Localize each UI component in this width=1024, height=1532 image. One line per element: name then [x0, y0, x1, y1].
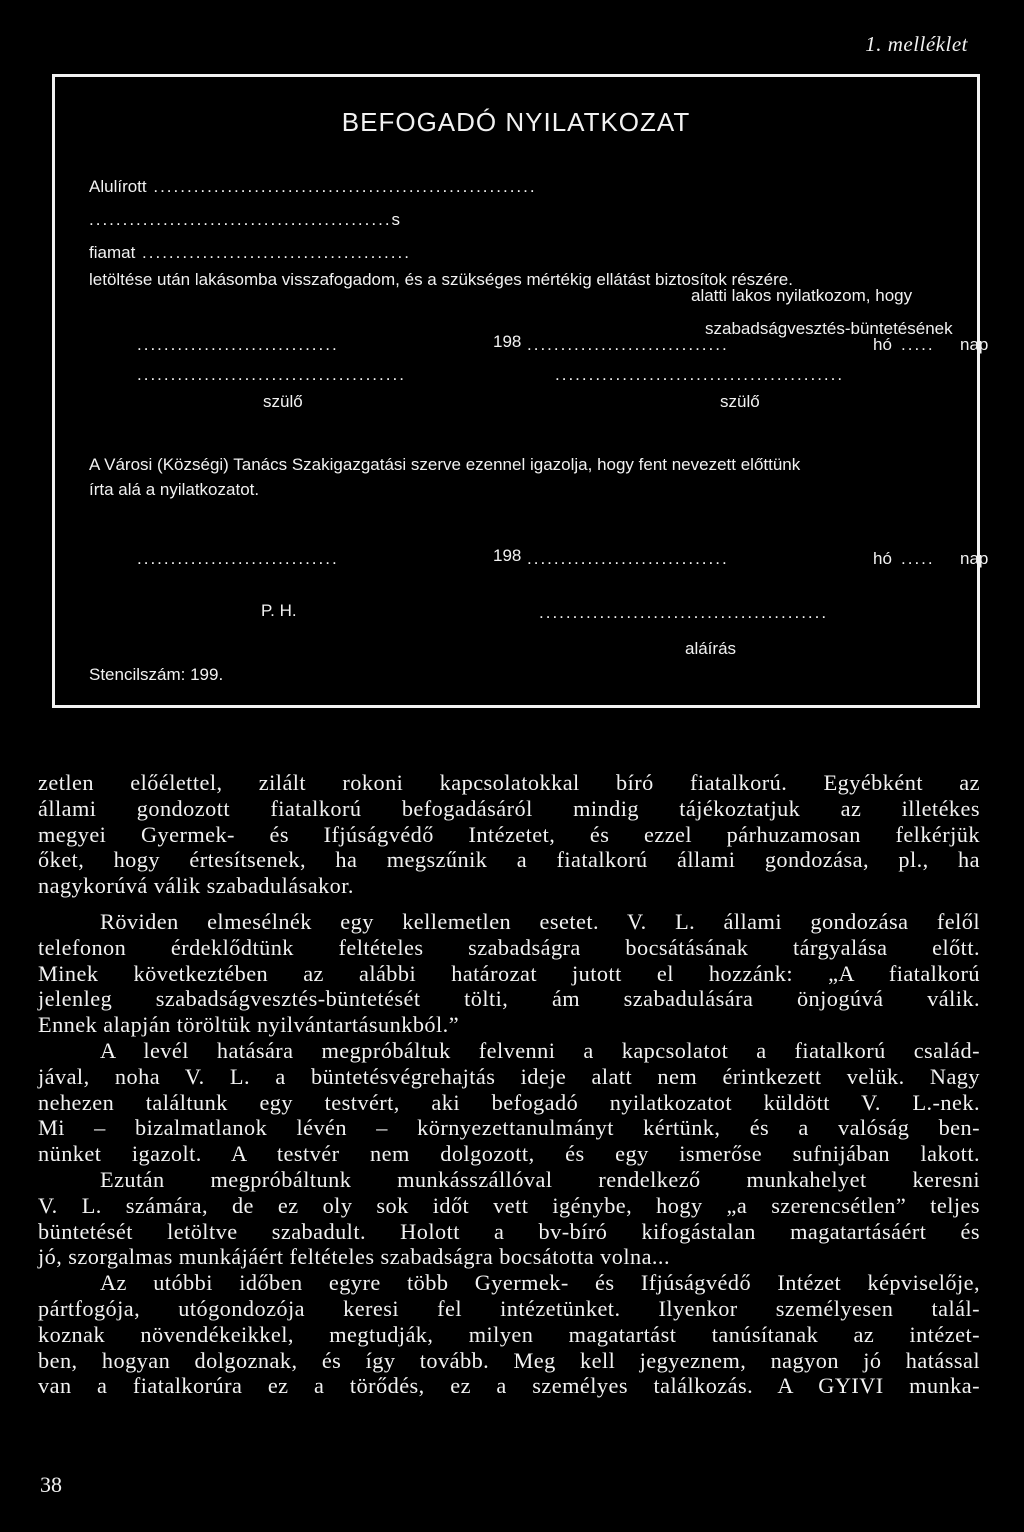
body-line: jával, noha V. L. a büntetésvégrehajtás ideje alatt nem érintkezett velük. Nagy — [38, 1063, 980, 1089]
official-signature-line: ........................................... — [539, 603, 829, 622]
parent-signature-line-left: ........................................ — [137, 365, 406, 384]
body-line: Ennek alapján töröltük nyilvántartásunkból.” — [38, 1012, 460, 1038]
certify-line-2: írta alá a nyilatkozatot. — [89, 480, 260, 499]
date-month-2: hó — [873, 549, 892, 568]
body-line: nagykorúvá válik szabadulásakor. — [38, 873, 354, 899]
address-tail: alatti lakos nyilatkozom, hogy — [691, 286, 913, 305]
body-line: zetlen előélettel, zilált rokoni kapcsolatokkal bíró fiatalkorú. Egyébként az — [38, 770, 980, 795]
body-line: Röviden elmesélnék egy kellemetlen esetet. V. L. állami gondozása felől — [100, 908, 980, 934]
body-line: Az utóbbi időben egyre több Gyermek- és Ifjúságvédő Intézet képviselője, — [100, 1270, 980, 1296]
body-line: jó, szorgalmas munkájáért feltételes szabadságra bocsátotta volna... — [38, 1244, 670, 1270]
body-line: büntetését letöltve szabadult. Holott a bv-bíró kifogástalan magatartásáért és — [38, 1218, 980, 1244]
body-line: Mi – bizalmatlanok lévén – környezettanulmányt kértünk, és a valóság ben- — [38, 1115, 980, 1141]
body-line: pártfogója, utógondozója keresi fel intézetünket. Ilyenkor személyesen talál- — [38, 1295, 980, 1321]
page-number: 38 — [40, 1472, 62, 1497]
body-line: A levél hatására megpróbáltuk felvenni a kapcsolatot a fiatalkorú család- — [100, 1037, 980, 1063]
stencil-label: Stencilszám: 199. — [89, 665, 224, 684]
date-day-1: nap — [960, 335, 989, 354]
declaration-form: BEFOGADÓ NYILATKOZAT Alulírott ......................................................... .............................................s alatti lakos nyilatkozom, hogy fiamat ........................................ szabadságvesztés-büntetésének letöltése után lakásomba visszafogadom, és a szükséges mértékig ellátást biztosítok részére. .............................. 198 .............................. hó ..... nap ........................................ ........................................... szülő szülő A Városi (Községi) Tanács Szakigazgatási szerve ezennel igazolja, hogy fent nevezett előttünk írta alá a nyilatkozatot. .............................. 198 .............................. hó ..... nap P. H. ........................................... aláírás Stencilszám: 199. — [52, 74, 980, 708]
certify-line-1: A Városi (Községi) Tanács Szakigazgatási szerve ezennel igazolja, hogy fent nevezett előttünk — [89, 455, 801, 474]
body-line: koznak növendékeikkel, megtudják, milyen magatartást tanúsítanak az intézet- — [38, 1321, 980, 1347]
body-line: Minek következtében az alábbi határozat jutott el hozzánk: „A fiatalkorú — [38, 960, 980, 986]
body-line: nünket igazolt. A testvér nem dolgozott, és egy ismerőse sufnijában lakott. — [38, 1141, 980, 1167]
parent-label-left: szülő — [263, 392, 303, 411]
son-label: fiamat — [89, 243, 136, 262]
body-line: Ezután megpróbáltunk munkásszállóval rendelkező munkahelyet keresni — [100, 1166, 980, 1192]
form-line-readmit: letöltése után lakásomba visszafogadom, és a szükséges mértékig ellátást biztosítok részére. — [89, 270, 793, 289]
body-line: megyei Gyermek- és Ifjúságvédő Intézetet, és ezzel párhuzamosan felkérjük — [38, 821, 980, 847]
body-line: jelenleg szabadságvesztés-büntetését tölti, ám szabadulására önjogúvá válik. — [38, 986, 980, 1012]
body-line: állami gondozott fiatalkorú befogadásáról mindig tájékoztatjuk az illetékes — [38, 795, 980, 821]
body-line: ben, hogyan dolgoznak, és így tovább. Meg kell jegyeznem, nagyon jó hatással — [38, 1347, 980, 1373]
address-suffix: s — [391, 210, 401, 229]
parent-label-right: szülő — [720, 392, 760, 411]
form-line-address: .............................................s — [89, 210, 401, 229]
body-text — [38, 770, 980, 1399]
parent-signature-line-right: ........................................... — [555, 365, 845, 384]
date-day-2: nap — [960, 549, 989, 568]
date-month-1: hó — [873, 335, 892, 354]
stamp-label: P. H. — [261, 601, 297, 620]
date-year-2: 198 — [493, 546, 522, 565]
son-tail: szabadságvesztés-büntetésének — [705, 319, 953, 338]
body-line: V. L. számára, de ez oly sok időt vett igénybe, hogy „a szerencsétlen” teljes — [38, 1192, 980, 1218]
body-line: telefonon érdeklődtünk feltételes szabadságra bocsátásának tárgyalása előtt. — [38, 934, 980, 960]
form-line-son: fiamat ........................................ — [89, 243, 411, 262]
body-line: van a fiatalkorúra ez a törődés, ez a személyes találkozás. A GYIVI munka- — [38, 1373, 980, 1399]
body-line: őket, hogy értesítsenek, ha megszűnik a fiatalkorú állami gondozása, pl., ha — [38, 847, 980, 873]
date-year-1: 198 — [493, 332, 522, 351]
form-line-undersigned: Alulírott ......................................................... — [89, 177, 537, 196]
body-line: nehezen találtunk egy testvért, aki befogadó nyilatkozatot küldött V. L.-nek. — [38, 1089, 980, 1115]
signature-label: aláírás — [685, 639, 737, 658]
form-title: BEFOGADÓ NYILATKOZAT — [341, 107, 691, 137]
undersigned-label: Alulírott — [89, 177, 147, 196]
annex-label: 1. melléklet — [865, 32, 968, 56]
